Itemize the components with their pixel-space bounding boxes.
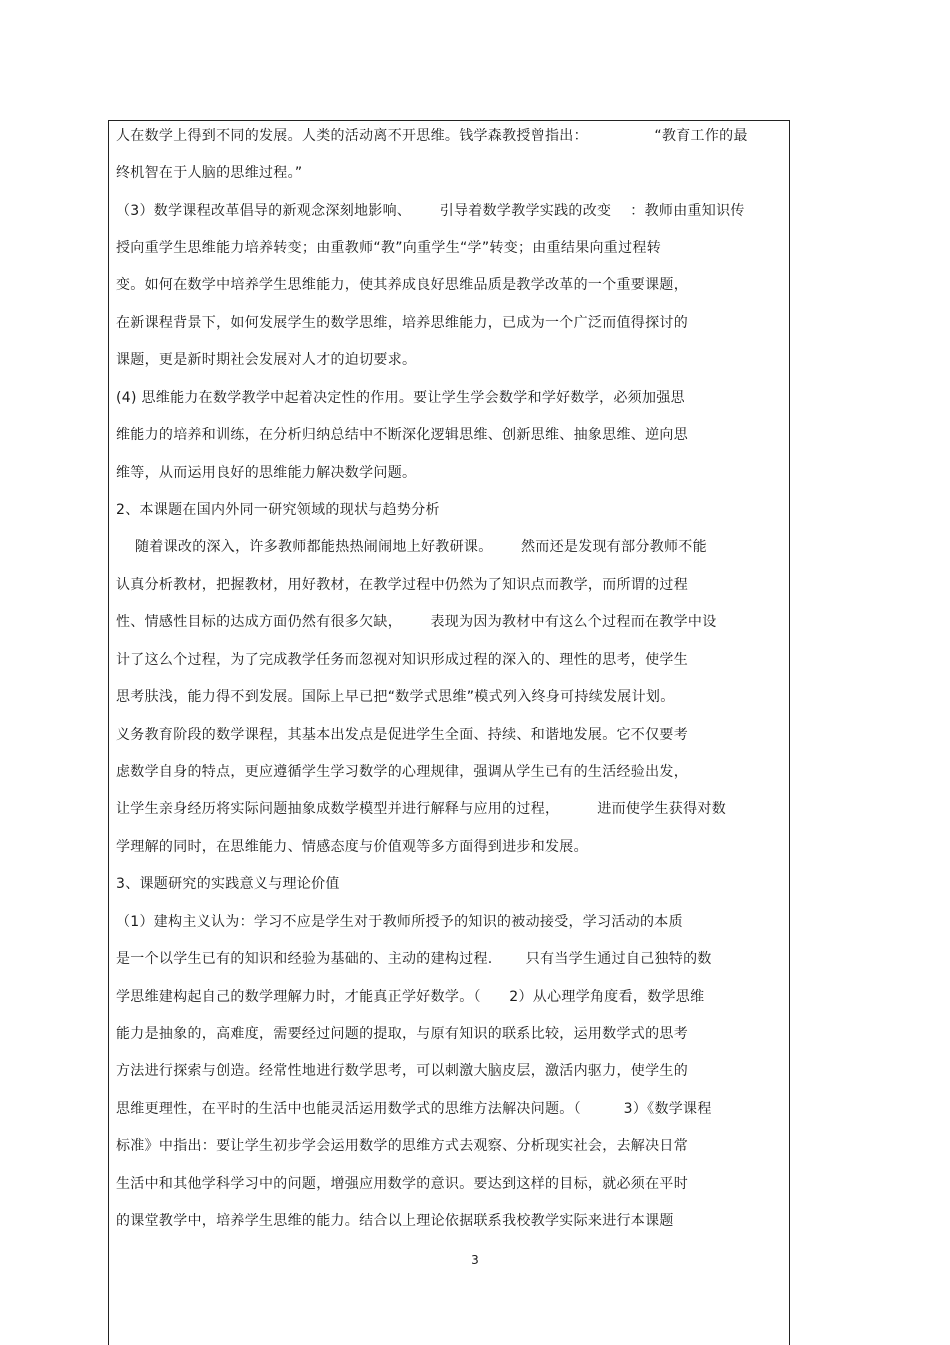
- text-line: 义务教育阶段的数学课程，其基本出发点是促进学生全面、持续、和谐地发展。它不仅要考: [116, 727, 688, 743]
- text-line: 授向重学生思维能力培养转变；由重教师“教”向重学生“学”转变；由重结果向重过程转: [116, 240, 662, 256]
- text-line: (4) 思维能力在数学教学中起着决定性的作用。要让学生学会数学和学好数学，必须加强思: [116, 390, 685, 406]
- text-line: 计了这么个过程，为了完成教学任务而忽视对知识形成过程的深入的、理性的思考，使学生: [116, 652, 688, 668]
- text-line: 思维更理性，在平时的生活中也能灵活运用数学式的思维方法解决问题。（ 3）《数学课程: [116, 1101, 712, 1117]
- text-line: 性、情感性目标的达成方面仍然有很多欠缺， 表现为因为教材中有这么个过程而在教学中设: [116, 614, 717, 630]
- text-line: 学思维建构起自己的数学理解力时，才能真正学好数学。（ 2）从心理学角度看，数学思维: [116, 989, 705, 1005]
- text-line: 终机智在于人脑的思维过程。”: [116, 165, 303, 181]
- text-line: 的课堂教学中，培养学生思维的能力。结合以上理论依据联系我校教学实际来进行本课题: [116, 1213, 674, 1229]
- text-line: 生活中和其他学科学习中的问题，增强应用数学的意识。要达到这样的目标，就必须在平时: [116, 1176, 688, 1192]
- text-line: 认真分析教材，把握教材，用好教材，在教学过程中仍然为了知识点而教学，而所谓的过程: [116, 577, 688, 593]
- text-line: 课题，更是新时期社会发展对人才的迫切要求。: [116, 352, 417, 368]
- page-number: 3: [471, 1253, 479, 1267]
- text-line: 思考肤浅，能力得不到发展。国际上早已把“数学式思维”模式列入终身可持续发展计划。: [116, 689, 675, 705]
- text-line: 虑数学自身的特点，更应遵循学生学习数学的心理规律，强调从学生已有的生活经验出发，: [116, 764, 688, 780]
- text-line: 变。如何在数学中培养学生思维能力，使其养成良好思维品质是教学改革的一个重要课题，: [116, 277, 688, 293]
- text-line: 让学生亲身经历将实际问题抽象成数学模型并进行解释与应用的过程， 进而使学生获得对数: [116, 801, 726, 817]
- text-line: 人在数学上得到不同的发展。人类的活动离不开思维。钱学森教授曾指出： “教育工作的最: [116, 128, 748, 144]
- text-line: （1）建构主义认为：学习不应是学生对于教师所授予的知识的被动接受，学习活动的本质: [116, 914, 683, 930]
- text-line: （3）数学课程改革倡导的新观念深刻地影响、 引导着数学教学实践的改变 ：教师由重知识传: [116, 203, 745, 219]
- text-line: 是一个以学生已有的知识和经验为基础的、主动的建构过程. 只有当学生通过自己独特的数: [116, 951, 712, 967]
- text-line: 能力是抽象的，高难度，需要经过问题的提取，与原有知识的联系比较，运用数学式的思考: [116, 1026, 688, 1042]
- text-line: 维能力的培养和训练，在分析归纳总结中不断深化逻辑思维、创新思维、抽象思维、逆向思: [116, 427, 688, 443]
- section-heading: 3、课题研究的实践意义与理论价值: [116, 876, 340, 892]
- text-line: 维等，从而运用良好的思维能力解决数学问题。: [116, 465, 417, 481]
- text-line: 标准》中指出：要让学生初步学会运用数学的思维方式去观察、分析现实社会，去解决日常: [116, 1138, 688, 1154]
- text-line: 随着课改的深入，许多教师都能热热闹闹地上好教研课。 然而还是发现有部分教师不能: [116, 539, 707, 555]
- text-line: 在新课程背景下，如何发展学生的数学思维，培养思维能力，已成为一个广泛而值得探讨的: [116, 315, 688, 331]
- text-line: 学理解的同时，在思维能力、情感态度与价值观等多方面得到进步和发展。: [116, 839, 588, 855]
- text-line: 方法进行探索与创造。经常性地进行数学思考，可以刺激大脑皮层，激活内驱力，使学生的: [116, 1063, 688, 1079]
- section-heading: 2、本课题在国内外同一研究领域的现状与趋势分析: [116, 502, 440, 518]
